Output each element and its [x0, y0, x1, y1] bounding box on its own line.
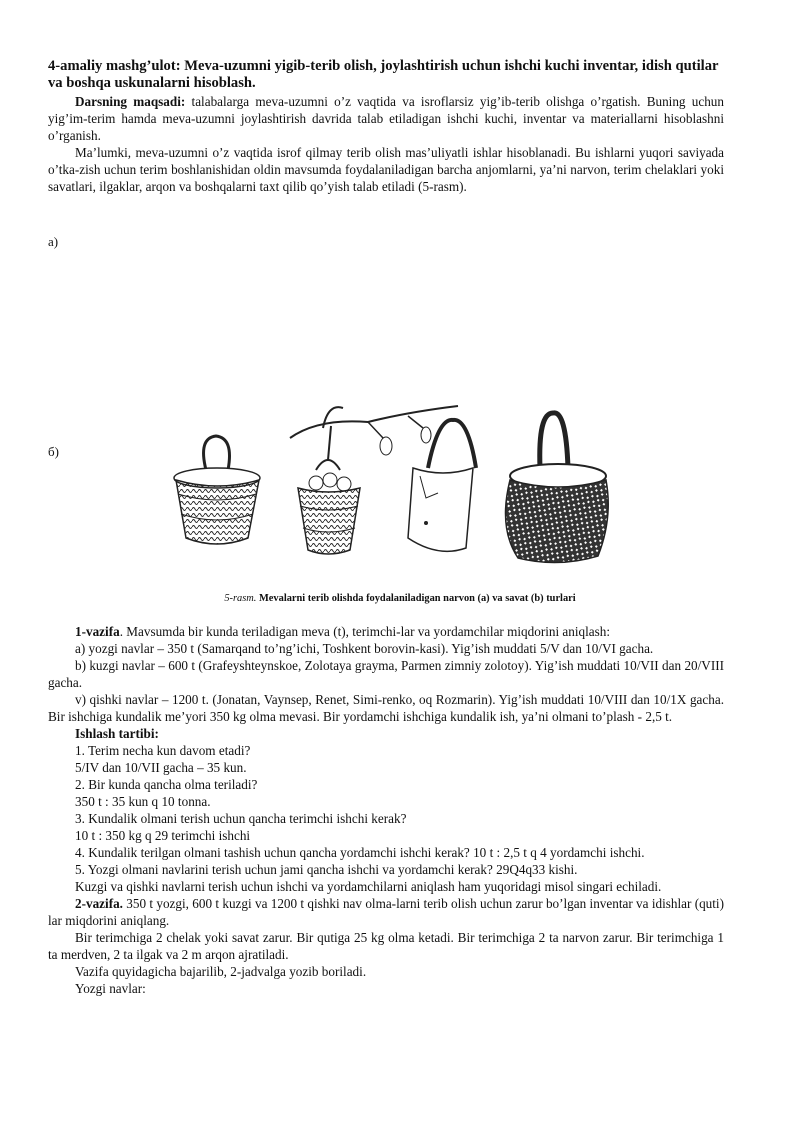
net-bag — [506, 413, 609, 563]
task2-paragraph — [48, 895, 724, 929]
figure-caption-text: Mevalarni terib olishda foydalaniladigan narvon (a) va savat (b) turlari — [256, 593, 576, 604]
purpose-paragraph — [48, 93, 724, 144]
task1-item-a: a) yozgi navlar – 350 t (Samarqand to’ng’ichi, Toshkent borovin-kasi). Yig’ish muddati 5/V dan 10/VI gacha. — [75, 641, 654, 656]
purpose-label: Darsning maqsadi: — [75, 94, 186, 109]
procedure-step: 350 t : 35 kun q 10 tonna. — [75, 794, 211, 809]
task1-item-v: v) qishki navlar – 1200 t. (Jonatan, Vaynsep, Renet, Simi-renko, oq Rozmarin). Yig’ish muddati 10/VIII dan 10/1X gacha. Bir ishchiga kundalik me’yori 350 kg olma mevasi. Bir yordamchi ishchiga kundalik ish, ya’ni olmani to’plash - 2,5 t. — [48, 692, 724, 724]
procedure-step: 5/IV dan 10/VII gacha – 35 kun. — [75, 760, 247, 775]
task2-text: 350 t yozgi, 600 t kuzgi va 1200 t qishki nav olma-larni terib olish uchun zarur bo’lgan inventar va idishlar (quti) lar miqdorini aniqlang. — [48, 896, 724, 928]
task1-item-b: b) kuzgi navlar – 600 t (Grafeyshteynskoe, Zolotaya grayma, Parmen zimniy zolotoy). Yig’ish muddati 10/VII dan 20/VIII gacha. — [48, 658, 724, 690]
procedure-step: 3. Kundalik olmani terish uchun qancha terimchi ishchi kerak? — [75, 811, 407, 826]
procedure-note: Kuzgi va qishki navlarni terish uchun ishchi va yordamchilarni aniqlash ham yuqoridagi misol singari echiladi. — [75, 879, 662, 894]
intro-paragraph: Ma’lumki, meva-uzumni o’z vaqtida isrof qilmay terib olish mas’uliyatli ishlar hisoblanadi. Bu ishlarni yuqori saviyada o’tka-zish uchun terim boshlanishidan oldin mavsumda foydalaniladigan barcha anjomlarni, ya’ni narvon, terim chelaklari yoki savatlari, ilgaklar, arqon va boshqalarni taxt qilib qo’yish talab etiladi (5-rasm). — [48, 145, 724, 194]
figure-caption — [0, 593, 800, 604]
picking-bag — [408, 420, 476, 551]
figure-number: 5-rasm. — [224, 593, 257, 604]
document-header — [48, 58, 724, 195]
task1-label: 1-vazifa — [75, 624, 120, 639]
procedure-step: 10 t : 350 kg q 29 terimchi ishchi — [75, 828, 251, 843]
procedure-step: 4. Kundalik terilgan olmani tashish uchun qancha yordamchi ishchi kerak? 10 t : 2,5 t q 4 yordamchi ishchi. — [75, 845, 645, 860]
purpose-text: talabalarga meva-uzumni o’z vaqtida va isroflarsiz yig’ib-terib olishga o’rgatish. Buning uchun yig’im-terim hamda meva-uzumni joylashtirish davrida talab etiladigan ishchi kuchi, inventar va materiallarni hisoblashni o’rganish. — [48, 94, 724, 143]
page-title: 4-amaliy mashg’ulot: Meva-uzumni yigib-terib olish, joylashtirish uchun ishchi kuchi inventar, idish qutilar va boshqa uskunalarni hisoblash. — [48, 58, 719, 91]
baskets-illustration — [168, 398, 618, 568]
task1-text: . Mavsumda bir kunda teriladigan meva (t), terimchi-lar va yordamchilar miqdorini aniqlash: — [119, 624, 611, 639]
procedure-step: 5. Yozgi olmani navlarini terish uchun jami qancha ishchi va yordamchi kerak? 29Q4q33 kishi. — [75, 862, 578, 877]
procedure-step: 1. Terim necha kun davom etadi? — [75, 743, 251, 758]
tasks-section — [48, 623, 724, 997]
procedure-step: 2. Bir kunda qancha olma teriladi? — [75, 777, 258, 792]
figure-label-b: б) — [48, 444, 59, 459]
task2-paragraph-4: Yozgi navlar: — [75, 981, 146, 996]
figure-label-a: а) — [48, 234, 59, 249]
task2-label: 2-vazifa. — [75, 896, 123, 911]
procedure-heading: Ishlash tartibi: — [75, 726, 159, 741]
wicker-basket-1 — [174, 436, 260, 544]
tree-branch — [368, 416, 431, 455]
task2-paragraph-2: Bir terimchiga 2 chelak yoki savat zarur. Bir qutiga 25 kg olma ketadi. Bir terimchiga 2 ta narvon zarur. Bir terimchiga 1 ta merdven, 2 ta ilgak va 2 m arqon ajratiladi. — [48, 930, 724, 962]
task2-paragraph-3: Vazifa quyidagicha bajarilib, 2-jadvalga yozib boriladi. — [75, 964, 367, 979]
task1-paragraph — [48, 623, 724, 640]
